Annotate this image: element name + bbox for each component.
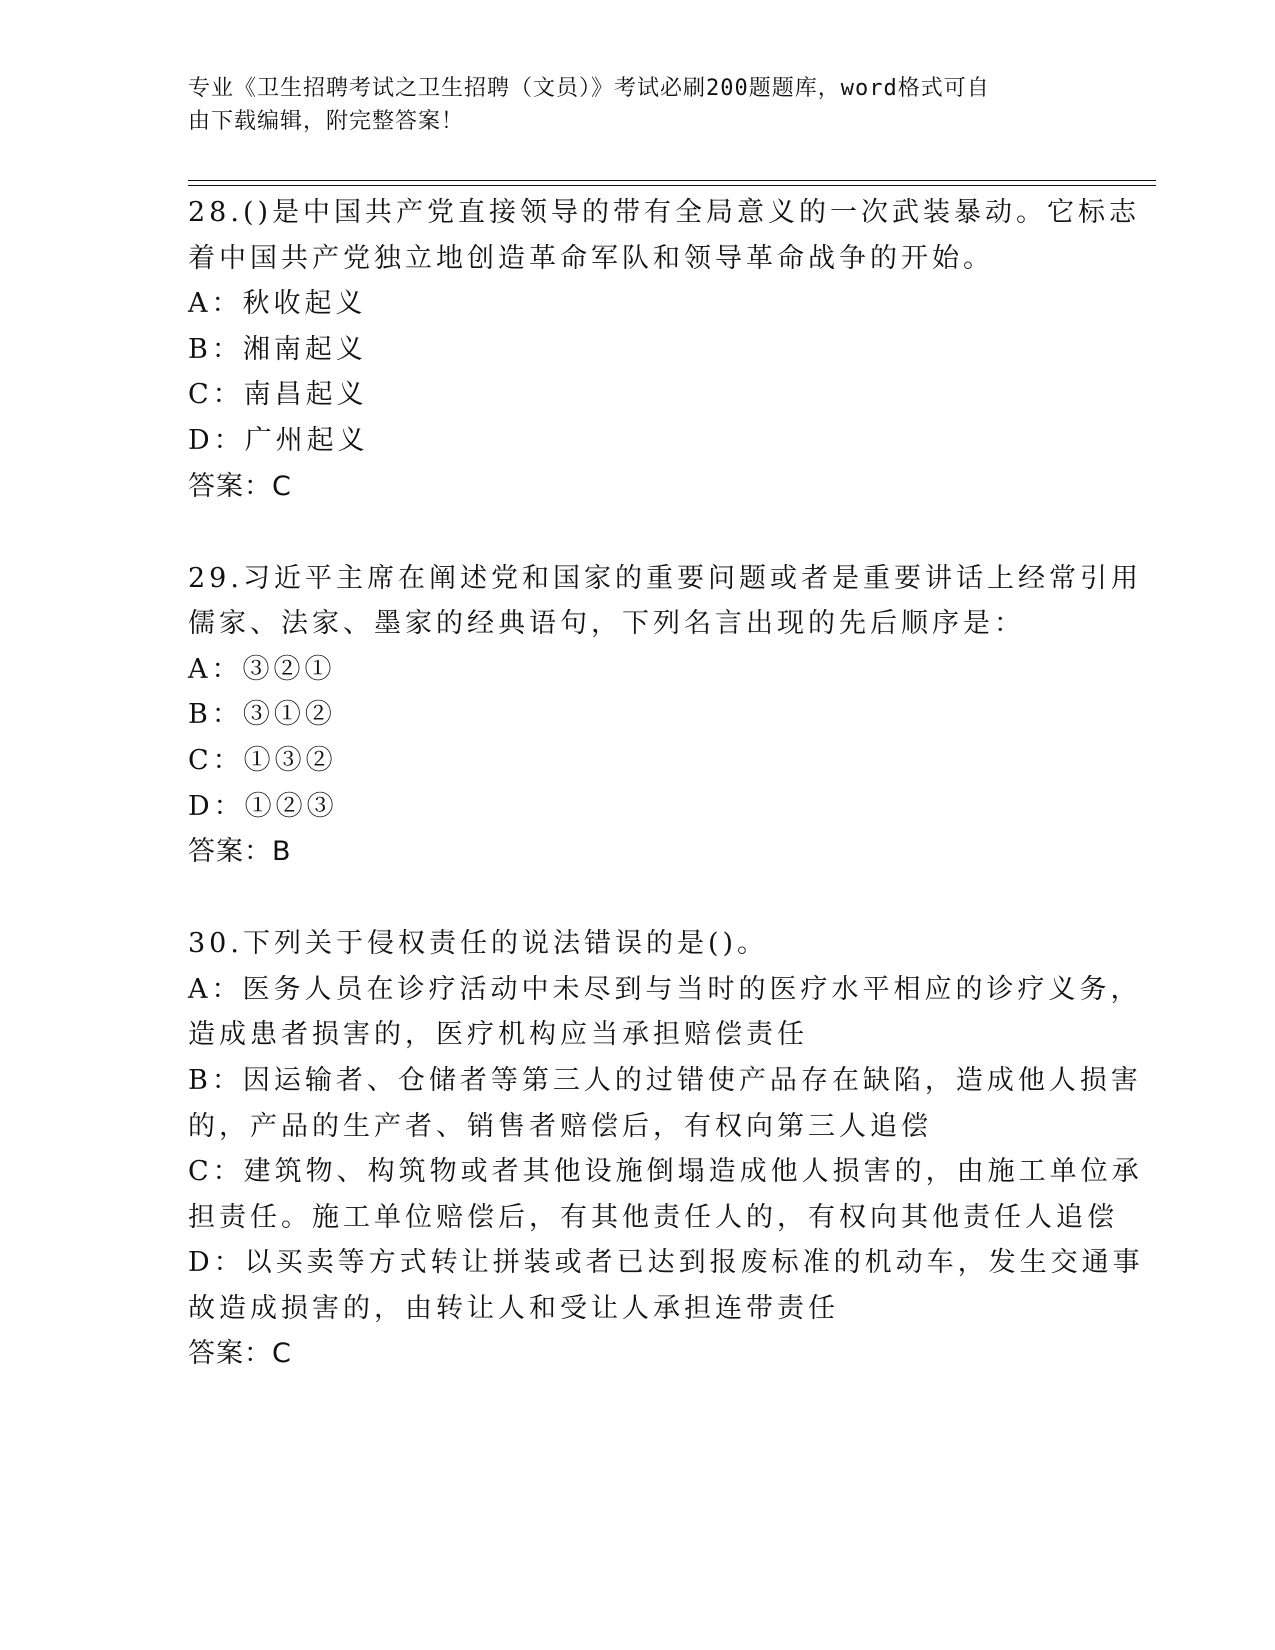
question-stem-line: 30.下列关于侵权责任的说法错误的是()。 [188,928,769,960]
header-divider-top [188,180,1156,181]
option-b: B：③①② [188,699,336,731]
question-stem-line: 儒家、法家、墨家的经典语句，下列名言出现的先后顺序是： [188,608,1025,640]
option-b-continued: 的，产品的生产者、销售者赔偿后，有权向第三人追偿 [188,1110,932,1142]
answer-line: 答案：C [188,470,292,502]
question-28 [188,190,1141,510]
option-b: B：因运输者、仓储者等第三人的过错使产品存在缺陷，造成他人损害 [188,1064,1142,1096]
option-a: A：医务人员在诊疗活动中未尽到与当时的医疗水平相应的诊疗义务， [188,973,1142,1005]
option-d-continued: 故造成损害的，由转让人和受让人承担连带责任 [188,1292,839,1324]
option-c: C：南昌起义 [188,379,368,411]
option-c: C：建筑物、构筑物或者其他设施倒塌造成他人损害的，由施工单位承 [188,1156,1143,1188]
question-stem-line: 着中国共产党独立地创造革命军队和领导革命战争的开始。 [188,242,994,274]
option-d: D：广州起义 [188,424,369,456]
question-stem-line: 29.习近平主席在阐述党和国家的重要问题或者是重要讲话上经常引用 [188,562,1142,594]
option-d: D：以买卖等方式转让拼装或者已达到报废标准的机动车，发生交通事 [188,1247,1144,1279]
option-a-continued: 造成患者损害的，医疗机构应当承担赔偿责任 [188,1019,808,1051]
question-list [188,190,1144,1377]
document-header [188,72,1068,138]
question-30 [188,921,1144,1377]
header-line: 由下载编辑，附完整答案！ [188,109,465,134]
option-a: A：秋收起义 [188,288,367,320]
option-c-continued: 担责任。施工单位赔偿后，有其他责任人的，有权向其他责任人追偿 [188,1201,1118,1233]
answer-line: 答案：C [188,1338,292,1370]
question-stem-line: 28.()是中国共产党直接领导的带有全局意义的一次武装暴动。它标志 [188,197,1141,228]
option-d: D：①②③ [188,790,338,822]
option-c: C：①③② [188,744,337,776]
answer-line: 答案：B [188,836,292,868]
option-a: A：③②① [188,653,336,685]
question-29 [188,556,1142,876]
header-line: 专业《卫生招聘考试之卫生招聘（文员）》考试必刷200题题库，word格式可自 [188,76,990,101]
option-b: B：湘南起义 [188,333,367,365]
header-divider-bottom [188,185,1156,186]
